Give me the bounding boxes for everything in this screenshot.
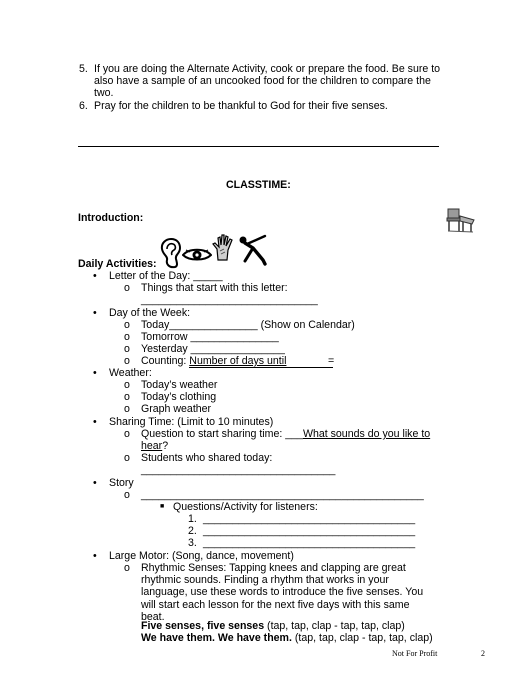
- five-senses-rest: (tap, tap, clap - tap, tap, clap): [264, 620, 405, 632]
- bullet-circle: o: [124, 379, 130, 391]
- bullet-square: ■: [160, 503, 165, 510]
- counting-line: [141, 355, 333, 368]
- five-senses-line: [141, 620, 405, 632]
- weather-label: Weather:: [109, 367, 152, 379]
- question-2-blank: ____________________________________: [203, 525, 416, 537]
- question-3-number: 3.: [188, 537, 197, 549]
- students-shared-blank: _________________________________: [141, 464, 336, 476]
- classtime-heading: CLASSTIME:: [226, 179, 291, 191]
- question-1-blank: ____________________________________: [203, 513, 416, 525]
- question-prefix: Question to start sharing time:: [141, 428, 286, 440]
- section-divider: [78, 146, 439, 147]
- story-blank: ________________________________________________: [141, 489, 424, 501]
- question-hear: hear: [141, 440, 163, 452]
- todays-weather: Today’s weather: [141, 379, 218, 391]
- bullet-dot: •: [93, 477, 97, 489]
- bullet-dot: •: [93, 550, 97, 562]
- bullet-circle: o: [124, 282, 130, 294]
- bullet-circle: o: [124, 343, 130, 355]
- daily-activities-label: Daily Activities:: [78, 258, 157, 270]
- bullet-circle: o: [124, 489, 130, 501]
- five-senses-bold: Five senses, five senses: [141, 620, 265, 632]
- question-underlined: What sounds do you like to: [302, 428, 431, 440]
- page-number: 2: [481, 649, 485, 658]
- counting-equals: =: [328, 355, 335, 367]
- question-blank: ___: [285, 428, 303, 440]
- bullet-dot: •: [93, 307, 97, 319]
- we-have-bold: We have them. We have them.: [141, 632, 292, 644]
- large-motor: Large Motor: (Song, dance, movement): [109, 550, 294, 562]
- bullet-circle: o: [124, 391, 130, 403]
- bullet-dot: •: [93, 416, 97, 428]
- bullet-dot: •: [93, 367, 97, 379]
- we-have-rest: (tap, tap, clap - tap, tap, clap): [291, 632, 433, 644]
- bullet-circle: o: [124, 428, 130, 440]
- bullet-circle: o: [124, 403, 130, 415]
- footer-note: Not For Profit: [392, 649, 438, 658]
- eye-icon: [182, 247, 212, 262]
- hand-icon: [211, 233, 235, 261]
- sharing-question-cont: [141, 440, 168, 452]
- yesterday-line: Yesterday ________________: [141, 343, 285, 355]
- story-label: Story: [109, 477, 134, 489]
- question-1-number: 1.: [188, 513, 197, 525]
- classroom-desk-icon: [445, 207, 476, 234]
- step-6-number: 6.: [79, 100, 88, 112]
- tomorrow-line: Tomorrow _______________: [141, 331, 279, 343]
- sharing-question: [141, 428, 430, 440]
- graph-weather: Graph weather: [141, 403, 212, 415]
- step-5-text: If you are doing the Alternate Activity, cook or prepare the food. Be sure to also have a sample of an uncooked food for the children to compare the two.: [94, 63, 441, 100]
- rhythmic-senses: Rhythmic Senses: Tapping knees and clapping are great rhythmic sounds. Finding a rhythm that works in your language, use these words to introduce the five senses. You will start each lesson for the next five days with this same beat.: [141, 562, 424, 623]
- bullet-dot: •: [93, 270, 97, 282]
- students-shared: Students who shared today:: [141, 452, 273, 464]
- question-3-blank: ____________________________________: [203, 537, 416, 549]
- day-of-week: Day of the Week:: [109, 307, 191, 319]
- bullet-circle: o: [124, 355, 130, 367]
- introduction-label: Introduction:: [78, 212, 144, 224]
- step-5-number: 5.: [79, 63, 88, 75]
- questions-activity: Questions/Activity for listeners:: [173, 501, 318, 513]
- question-mark: ?: [162, 440, 169, 452]
- sharing-time: Sharing Time: (Limit to 10 minutes): [109, 416, 274, 428]
- we-have-line: [141, 632, 433, 644]
- letter-things-blank: ______________________________: [141, 294, 318, 306]
- bullet-circle: o: [124, 331, 130, 343]
- step-6-text: Pray for the children to be thankful to God for their five senses.: [94, 100, 388, 112]
- person-stretching-icon: [237, 234, 268, 266]
- today-line: Today_______________ (Show on Calendar): [141, 319, 355, 331]
- things-start-with-letter: Things that start with this letter:: [141, 282, 288, 294]
- ear-icon: [159, 238, 182, 269]
- todays-clothing: Today’s clothing: [141, 391, 217, 403]
- bullet-circle: o: [124, 452, 130, 464]
- bullet-circle: o: [124, 562, 130, 574]
- counting-underlined: [189, 356, 333, 368]
- counting-underlined-text: Number of days until: [189, 355, 287, 367]
- counting-prefix: Counting:: [141, 355, 190, 367]
- letter-of-day: Letter of the Day: _____: [109, 270, 223, 282]
- question-2-number: 2.: [188, 525, 197, 537]
- bullet-circle: o: [124, 319, 130, 331]
